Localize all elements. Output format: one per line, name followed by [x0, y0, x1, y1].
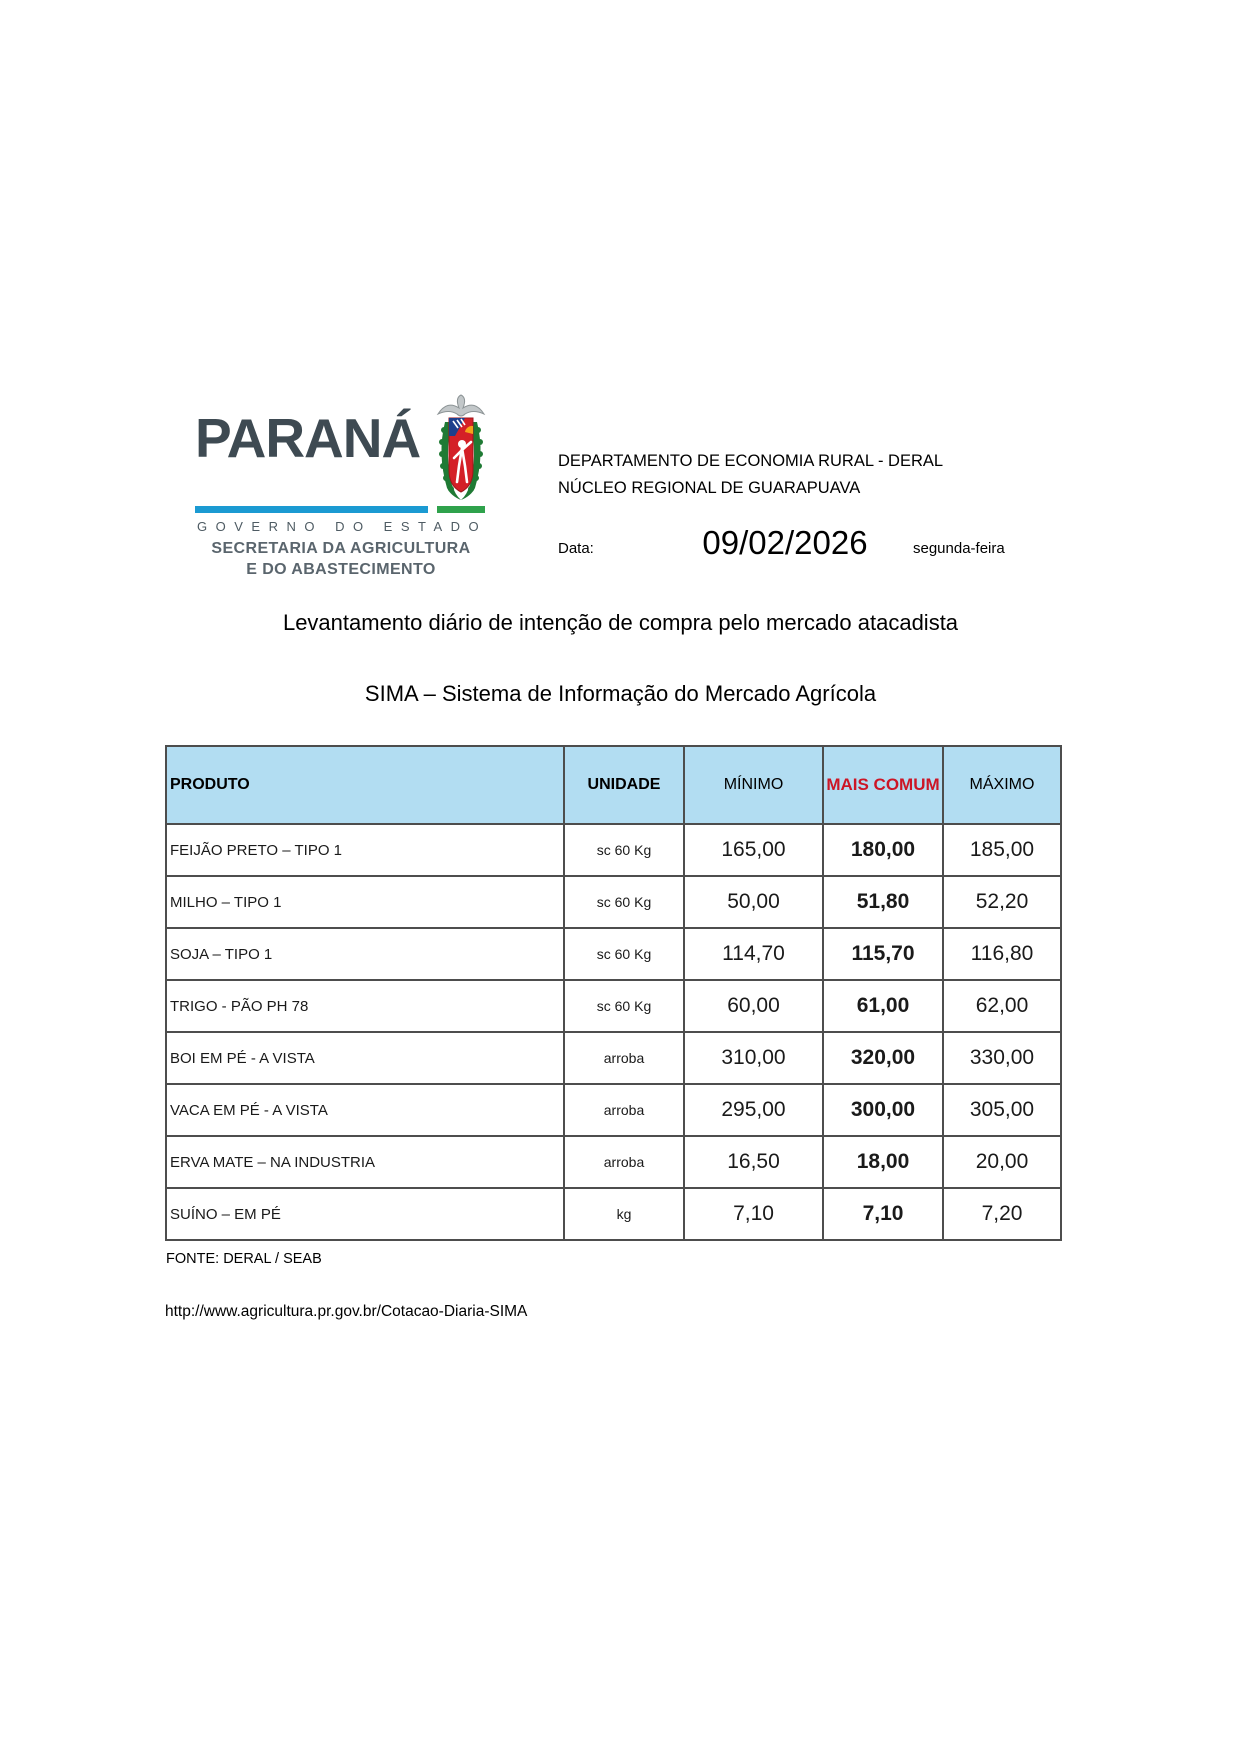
document-title: Levantamento diário de intenção de compra pelo mercado atacadista — [282, 610, 959, 635]
cell-minimo: 165,00 — [684, 824, 823, 876]
cell-mais-comum: 180,00 — [823, 824, 943, 876]
cell-maximo: 305,00 — [943, 1084, 1061, 1136]
cell-produto: VACA EM PÉ - A VISTA — [166, 1084, 564, 1136]
cell-maximo: 52,20 — [943, 876, 1061, 928]
date-label: Data: — [558, 540, 594, 557]
source-note: FONTE: DERAL / SEAB — [166, 1251, 322, 1267]
table-row — [166, 1136, 1061, 1188]
cell-minimo: 60,00 — [684, 980, 823, 1032]
logo-green-bar — [437, 506, 485, 513]
cell-maximo: 62,00 — [943, 980, 1061, 1032]
logo-abastecimento-line: E DO ABASTECIMENTO — [246, 561, 436, 578]
cell-maximo: 116,80 — [943, 928, 1061, 980]
document-subtitle: SIMA – Sistema de Informação do Mercado Agrícola — [364, 681, 877, 706]
parana-coat-of-arms-icon — [435, 392, 487, 508]
cell-maximo: 185,00 — [943, 824, 1061, 876]
cell-mais-comum: 115,70 — [823, 928, 943, 980]
cell-maximo: 330,00 — [943, 1032, 1061, 1084]
cell-mais-comum: 300,00 — [823, 1084, 943, 1136]
cell-unidade: sc 60 Kg — [564, 928, 684, 980]
table-row — [166, 980, 1061, 1032]
cell-mais-comum: 61,00 — [823, 980, 943, 1032]
table-row — [166, 1188, 1061, 1240]
logo-secretaria-line: SECRETARIA DA AGRICULTURA — [211, 540, 471, 557]
header-minimo: MÍNIMO — [684, 746, 823, 824]
cell-produto: TRIGO - PÃO PH 78 — [166, 980, 564, 1032]
cell-minimo: 310,00 — [684, 1032, 823, 1084]
table-row — [166, 1032, 1061, 1084]
cell-minimo: 50,00 — [684, 876, 823, 928]
cell-unidade: sc 60 Kg — [564, 876, 684, 928]
weekday-text: segunda-feira — [913, 540, 1005, 557]
cell-minimo: 295,00 — [684, 1084, 823, 1136]
cell-unidade: sc 60 Kg — [564, 980, 684, 1032]
cell-unidade: sc 60 Kg — [564, 824, 684, 876]
header-produto: PRODUTO — [166, 746, 564, 824]
department-name: DEPARTAMENTO DE ECONOMIA RURAL - DERAL — [558, 452, 944, 470]
cell-produto: FEIJÃO PRETO – TIPO 1 — [166, 824, 564, 876]
cell-minimo: 7,10 — [684, 1188, 823, 1240]
header-unidade: UNIDADE — [564, 746, 684, 824]
report-url[interactable]: http://www.agricultura.pr.gov.br/Cotacao-Diaria-SIMA — [165, 1303, 528, 1320]
cell-produto: SOJA – TIPO 1 — [166, 928, 564, 980]
cell-mais-comum: 320,00 — [823, 1032, 943, 1084]
cell-produto: BOI EM PÉ - A VISTA — [166, 1032, 564, 1084]
cell-maximo: 7,20 — [943, 1188, 1061, 1240]
table-row — [166, 1084, 1061, 1136]
cell-produto: MILHO – TIPO 1 — [166, 876, 564, 928]
header-mais-comum: MAIS COMUM — [823, 746, 943, 824]
regional-office-name: NÚCLEO REGIONAL DE GUARAPUAVA — [558, 479, 861, 497]
cell-minimo: 16,50 — [684, 1136, 823, 1188]
table-row — [166, 928, 1061, 980]
cell-mais-comum: 51,80 — [823, 876, 943, 928]
cell-maximo: 20,00 — [943, 1136, 1061, 1188]
cell-produto: SUÍNO – EM PÉ — [166, 1188, 564, 1240]
cell-unidade: arroba — [564, 1032, 684, 1084]
parana-government-logo — [195, 398, 488, 583]
table-row — [166, 824, 1061, 876]
cell-produto: ERVA MATE – NA INDUSTRIA — [166, 1136, 564, 1188]
report-date: 09/02/2026 — [702, 524, 868, 561]
cell-unidade: arroba — [564, 1136, 684, 1188]
logo-governo-do-estado: GOVERNO DO ESTADO — [197, 519, 488, 534]
cell-mais-comum: 18,00 — [823, 1136, 943, 1188]
price-table — [165, 745, 1062, 1241]
cell-mais-comum: 7,10 — [823, 1188, 943, 1240]
table-header-row — [166, 746, 1061, 824]
header-maximo: MÁXIMO — [943, 746, 1061, 824]
logo-blue-bar — [195, 506, 428, 513]
cell-minimo: 114,70 — [684, 928, 823, 980]
cell-unidade: kg — [564, 1188, 684, 1240]
cell-unidade: arroba — [564, 1084, 684, 1136]
parana-brand-text: PARANÁ — [195, 407, 421, 469]
table-row — [166, 876, 1061, 928]
